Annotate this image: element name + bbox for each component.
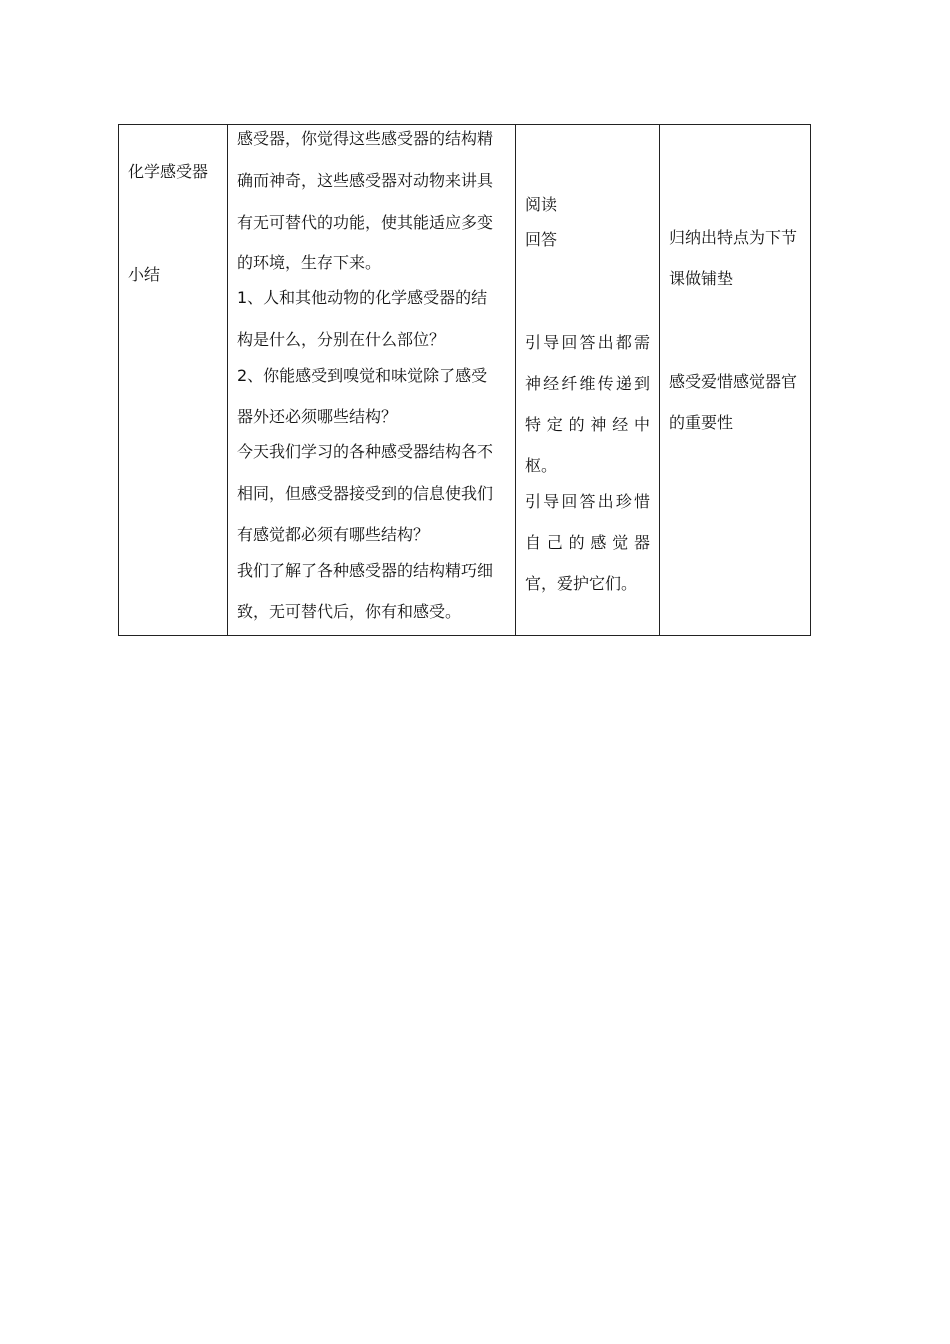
table-cell-design-intent bbox=[660, 125, 811, 635]
intent-line: 课做铺垫 bbox=[669, 269, 734, 288]
table-cell-student-activity bbox=[516, 125, 659, 635]
question-1-line: 构是什么，分别在什么部位？ bbox=[237, 330, 446, 349]
content-line: 的环境，生存下来。 bbox=[237, 253, 382, 272]
content-line: 有感觉都必须有哪些结构？ bbox=[237, 525, 430, 544]
activity-line: 回答 bbox=[525, 230, 558, 249]
content-line: 有无可替代的功能，使其能适应多变 bbox=[237, 213, 494, 232]
section-heading-chemoreceptor: 化学感受器 bbox=[128, 162, 209, 181]
table-cell-section bbox=[119, 125, 227, 635]
lesson-table bbox=[118, 124, 811, 636]
content-line: 相同，但感受器接受到的信息使我们 bbox=[237, 484, 494, 503]
question-1-line: 1、人和其他动物的化学感受器的结 bbox=[237, 288, 488, 307]
intent-line: 的重要性 bbox=[669, 413, 734, 432]
activity-line: 阅读 bbox=[525, 195, 558, 214]
content-line: 今天我们学习的各种感受器结构各不 bbox=[237, 442, 494, 461]
intent-line: 归纳出特点为下节 bbox=[669, 228, 798, 247]
activity-line: 神经纤维传递到 bbox=[525, 374, 650, 393]
activity-line: 特定的神经中 bbox=[525, 415, 650, 434]
content-line: 感受器，你觉得这些感受器的结构精 bbox=[237, 129, 494, 148]
content-line: 致，无可替代后，你有和感受。 bbox=[237, 602, 462, 621]
intent-line: 感受爱惜感觉器官 bbox=[669, 372, 798, 391]
content-line: 我们了解了各种感受器的结构精巧细 bbox=[237, 561, 494, 580]
content-line: 确而神奇，这些感受器对动物来讲具 bbox=[237, 171, 494, 190]
activity-line: 引导回答出珍惜 bbox=[525, 492, 650, 511]
question-2-line: 器外还必须哪些结构？ bbox=[237, 407, 398, 426]
activity-line: 官，爱护它们。 bbox=[525, 574, 638, 593]
activity-line: 自己的感觉器 bbox=[525, 533, 650, 552]
question-2-line: 2、你能感受到嗅觉和味觉除了感受 bbox=[237, 366, 488, 385]
table-cell-content bbox=[228, 125, 515, 635]
activity-line: 枢。 bbox=[525, 456, 558, 475]
activity-line: 引导回答出都需 bbox=[525, 333, 650, 352]
section-heading-summary: 小结 bbox=[128, 265, 161, 284]
